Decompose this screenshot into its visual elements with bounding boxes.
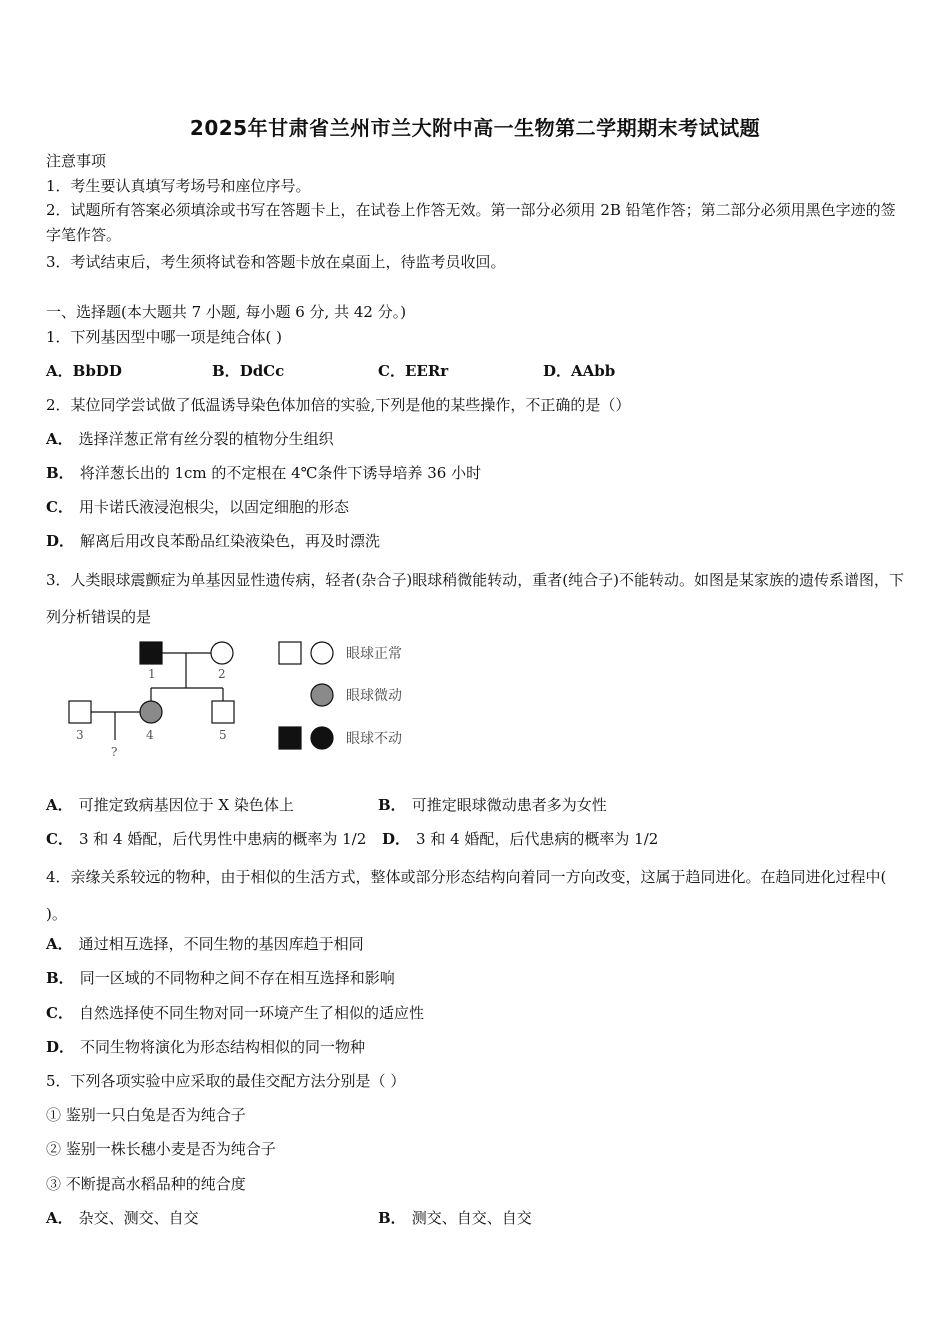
q1-option-c[interactable] [378, 361, 448, 381]
q4-option-d[interactable] [46, 1037, 365, 1057]
legend-normal-female [311, 642, 333, 664]
option-text: DdCc [239, 362, 285, 380]
option-label: A． [46, 1209, 73, 1227]
question-3-stem: 3．人类眼球震颤症为单基因显性遗传病，轻者(杂合子)眼球稍微能转动，重者(纯合子)不能转动。如图是某家族的遗传系谱图，下列分析错误的是 [46, 571, 904, 626]
legend-severe-female [311, 727, 333, 749]
option-label: C． [46, 1004, 73, 1022]
option-text: 选择洋葱正常有丝分裂的植物分生组织 [78, 430, 334, 448]
option-label: D． [46, 1038, 75, 1056]
individual-4-female-mild [140, 701, 162, 723]
option-text: 杂交、测交、自交 [78, 1209, 199, 1227]
option-text: 自然选择使不同生物对同一环境产生了相似的适应性 [78, 1004, 424, 1022]
option-text: 同一区域的不同物种之间不存在相互选择和影响 [79, 969, 395, 987]
label-2: 2 [218, 667, 226, 681]
option-label: D． [543, 362, 572, 380]
legend-label-severe: 眼球不动 [346, 731, 402, 747]
q3-option-a[interactable] [46, 795, 294, 815]
option-label: A． [46, 796, 73, 814]
option-text: 3 和 4 婚配，后代男性中患病的概率为 1/2 [78, 830, 367, 848]
q4-option-b[interactable] [46, 968, 395, 988]
pedigree-figure [60, 632, 440, 762]
q5-option-b[interactable] [378, 1208, 532, 1228]
unknown-offspring: ? [111, 745, 118, 759]
option-text: BbDD [72, 362, 122, 380]
label-3: 3 [76, 728, 84, 742]
individual-5-male-normal [212, 701, 234, 723]
option-label: B． [378, 796, 406, 814]
q5-item-3: ③ 不断提高水稻品种的纯合度 [46, 1175, 246, 1193]
option-label: C． [378, 362, 405, 380]
option-text: 可推定眼球微动患者多为女性 [411, 796, 607, 814]
option-text: 用卡诺氏液浸泡根尖，以固定细胞的形态 [78, 498, 349, 516]
option-label: B． [46, 969, 74, 987]
option-label: B． [212, 362, 240, 380]
notice-item-2: 2．试题所有答案必须填涂或书写在答题卡上，在试卷上作答无效。第一部分必须用 2B 铅笔作答；第二部分必须用黑色字迹的签字笔作答。 [46, 201, 896, 244]
option-label: A． [46, 935, 73, 953]
option-text: 可推定致病基因位于 X 染色体上 [78, 796, 294, 814]
q2-option-a[interactable] [46, 429, 334, 449]
legend-label-mild: 眼球微动 [346, 688, 402, 704]
legend-severe-male [279, 727, 301, 749]
notice-item-1: 1．考生要认真填写考场号和座位序号。 [46, 177, 311, 195]
q1-option-a[interactable] [46, 361, 122, 381]
option-label: D． [46, 532, 75, 550]
page-title: 2025年甘肃省兰州市兰大附中高一生物第二学期期末考试试题 [189, 116, 761, 140]
option-label: D． [382, 830, 411, 848]
option-text: 不同生物将演化为形态结构相似的同一物种 [80, 1038, 366, 1056]
q1-option-d[interactable] [543, 361, 615, 381]
q5-item-1: ① 鉴别一只白兔是否为纯合子 [46, 1106, 246, 1124]
individual-2-female-normal [211, 642, 233, 664]
option-label: B． [46, 464, 74, 482]
legend-label-normal: 眼球正常 [346, 646, 402, 662]
question-5-stem: 5．下列各项实验中应采取的最佳交配方法分别是（ ） [46, 1072, 406, 1090]
question-2-stem: 2．某位同学尝试做了低温诱导染色体加倍的实验,下列是他的某些操作，不正确的是（） [46, 396, 631, 414]
option-label: C． [46, 830, 73, 848]
legend-normal-male [279, 642, 301, 664]
option-text: 将洋葱长出的 1cm 的不定根在 4℃条件下诱导培养 36 小时 [79, 464, 482, 482]
notice-heading: 注意事项 [46, 152, 107, 170]
question-1-stem: 1．下列基因型中哪一项是纯合体( ) [46, 328, 283, 346]
label-4: 4 [146, 728, 154, 742]
option-label: A． [46, 362, 73, 380]
q3-option-b[interactable] [378, 795, 607, 815]
q3-option-d[interactable] [382, 829, 658, 849]
legend-mild-female [311, 684, 333, 706]
label-1: 1 [148, 667, 156, 681]
q2-option-b[interactable] [46, 463, 481, 483]
option-text: 测交、自交、自交 [411, 1209, 532, 1227]
q4-option-c[interactable] [46, 1003, 424, 1023]
option-text: 解离后用改良苯酚品红染液染色，再及时漂洗 [80, 532, 381, 550]
q4-option-a[interactable] [46, 934, 364, 954]
option-text: 通过相互选择，不同生物的基因库趋于相同 [78, 935, 364, 953]
individual-3-male-normal [69, 701, 91, 723]
q5-option-a[interactable] [46, 1208, 199, 1228]
option-text: EERr [404, 362, 449, 380]
q2-option-d[interactable] [46, 531, 380, 551]
label-5: 5 [219, 728, 227, 742]
option-label: C． [46, 498, 73, 516]
section-heading: 一、选择题(本大题共 7 小题, 每小题 6 分, 共 42 分。) [46, 303, 407, 321]
option-text: AAbb [571, 362, 616, 380]
q1-option-b[interactable] [212, 361, 284, 381]
option-label: A． [46, 430, 73, 448]
question-4-stem: 4．亲缘关系较远的物种，由于相似的生活方式，整体或部分形态结构向着同一方向改变，这属于趋同进化。在趋同进化过程中( )。 [46, 868, 887, 923]
q5-item-2: ② 鉴别一株长穗小麦是否为纯合子 [46, 1140, 276, 1158]
individual-1-male-severe [140, 642, 162, 664]
notice-item-3: 3．考试结束后，考生须将试卷和答题卡放在桌面上，待监考员收回。 [46, 253, 506, 271]
option-text: 3 和 4 婚配，后代患病的概率为 1/2 [416, 830, 659, 848]
q2-option-c[interactable] [46, 497, 349, 517]
option-label: B． [378, 1209, 406, 1227]
q3-option-c[interactable] [46, 829, 366, 849]
